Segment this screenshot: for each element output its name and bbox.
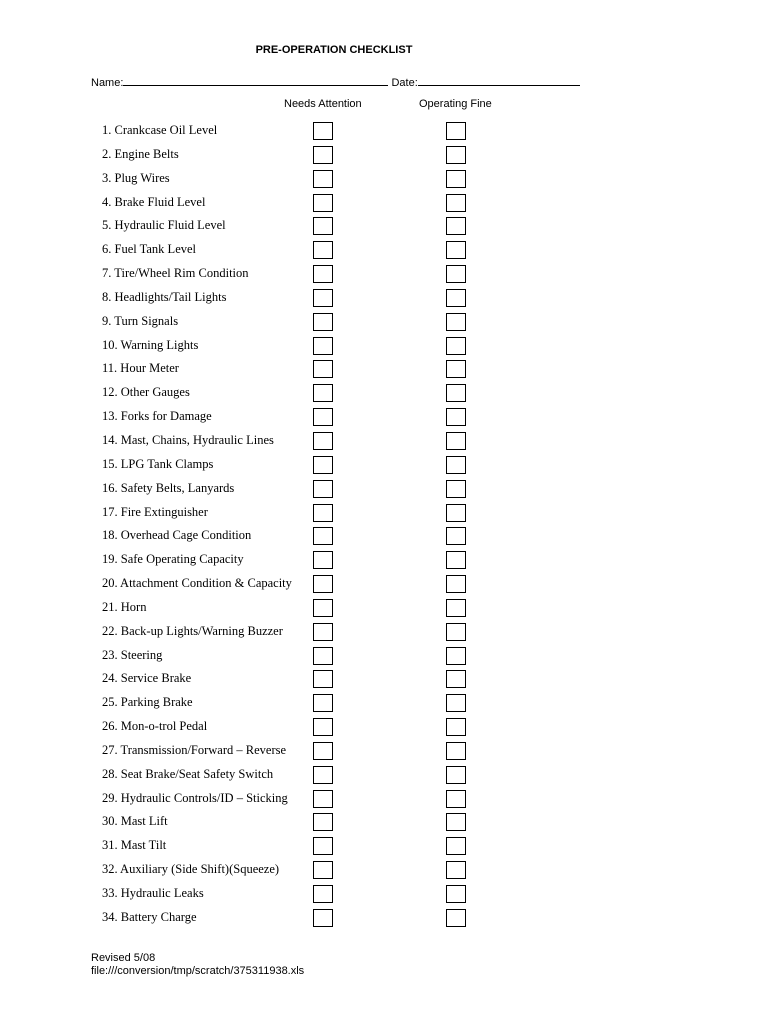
needs-attention-checkbox[interactable] bbox=[313, 813, 333, 831]
checklist-item-label: 18. Overhead Cage Condition bbox=[102, 528, 252, 543]
checklist-row bbox=[0, 692, 768, 716]
operating-fine-checkbox[interactable] bbox=[446, 504, 466, 522]
checklist-row bbox=[0, 144, 768, 168]
operating-fine-checkbox[interactable] bbox=[446, 408, 466, 426]
checklist-row bbox=[0, 382, 768, 406]
checklist-item-label: 34. Battery Charge bbox=[102, 909, 197, 924]
needs-attention-checkbox[interactable] bbox=[313, 623, 333, 641]
needs-attention-checkbox[interactable] bbox=[313, 337, 333, 355]
needs-attention-checkbox[interactable] bbox=[313, 527, 333, 545]
checklist-item-label: 22. Back-up Lights/Warning Buzzer bbox=[102, 623, 283, 638]
checklist-row bbox=[0, 525, 768, 549]
operating-fine-checkbox[interactable] bbox=[446, 170, 466, 188]
needs-attention-checkbox[interactable] bbox=[313, 408, 333, 426]
needs-attention-checkbox[interactable] bbox=[313, 122, 333, 140]
checklist-item-label: 30. Mast Lift bbox=[102, 814, 168, 829]
checklist-row bbox=[0, 549, 768, 573]
date-label: Date: bbox=[391, 77, 418, 89]
operating-fine-checkbox[interactable] bbox=[446, 861, 466, 879]
checklist-item-label: 31. Mast Tilt bbox=[102, 838, 167, 853]
checklist-row bbox=[0, 597, 768, 621]
checklist-row bbox=[0, 502, 768, 526]
needs-attention-checkbox[interactable] bbox=[313, 194, 333, 212]
checklist-item-label: 15. LPG Tank Clamps bbox=[102, 456, 214, 471]
checklist-item-label: 21. Horn bbox=[102, 599, 147, 614]
checklist-row bbox=[0, 645, 768, 669]
needs-attention-checkbox[interactable] bbox=[313, 241, 333, 259]
checklist-item-label: 28. Seat Brake/Seat Safety Switch bbox=[102, 766, 274, 781]
checklist-row bbox=[0, 716, 768, 740]
operating-fine-checkbox[interactable] bbox=[446, 718, 466, 736]
checklist-row bbox=[0, 358, 768, 382]
operating-fine-checkbox[interactable] bbox=[446, 241, 466, 259]
checklist-row bbox=[0, 192, 768, 216]
operating-fine-checkbox[interactable] bbox=[446, 432, 466, 450]
operating-fine-checkbox[interactable] bbox=[446, 265, 466, 283]
operating-fine-checkbox[interactable] bbox=[446, 623, 466, 641]
needs-attention-checkbox[interactable] bbox=[313, 742, 333, 760]
needs-attention-checkbox[interactable] bbox=[313, 432, 333, 450]
operating-fine-checkbox[interactable] bbox=[446, 122, 466, 140]
checklist-row bbox=[0, 430, 768, 454]
needs-attention-checkbox[interactable] bbox=[313, 217, 333, 235]
needs-attention-checkbox[interactable] bbox=[313, 265, 333, 283]
checklist-item-label: 17. Fire Extinguisher bbox=[102, 504, 208, 519]
operating-fine-checkbox[interactable] bbox=[446, 837, 466, 855]
checklist-row bbox=[0, 406, 768, 430]
needs-attention-checkbox[interactable] bbox=[313, 384, 333, 402]
date-field[interactable] bbox=[418, 75, 580, 86]
checklist-row bbox=[0, 883, 768, 907]
checklist-item-label: 25. Parking Brake bbox=[102, 695, 193, 710]
operating-fine-checkbox[interactable] bbox=[446, 670, 466, 688]
checklist bbox=[0, 120, 768, 931]
checklist-item-label: 1. Crankcase Oil Level bbox=[102, 123, 218, 137]
checklist-item-label: 7. Tire/Wheel Rim Condition bbox=[102, 266, 249, 281]
checklist-row bbox=[0, 764, 768, 788]
checklist-row bbox=[0, 835, 768, 859]
footer-file-path: file:///conversion/tmp/scratch/375311938.xls bbox=[91, 965, 305, 977]
operating-fine-checkbox[interactable] bbox=[446, 146, 466, 164]
operating-fine-checkbox[interactable] bbox=[446, 480, 466, 498]
checklist-item-label: 9. Turn Signals bbox=[102, 313, 179, 328]
checklist-item-label: 11. Hour Meter bbox=[102, 361, 179, 376]
name-date-row bbox=[91, 75, 580, 89]
operating-fine-checkbox[interactable] bbox=[446, 599, 466, 617]
needs-attention-header: Needs Attention bbox=[284, 98, 362, 110]
checklist-row bbox=[0, 668, 768, 692]
needs-attention-checkbox[interactable] bbox=[313, 551, 333, 569]
footer-revised: Revised 5/08 bbox=[91, 952, 156, 964]
checklist-item-label: 29. Hydraulic Controls/ID – Sticking bbox=[102, 790, 288, 805]
checklist-row bbox=[0, 621, 768, 645]
operating-fine-checkbox[interactable] bbox=[446, 694, 466, 712]
checklist-item-label: 12. Other Gauges bbox=[102, 385, 190, 400]
needs-attention-checkbox[interactable] bbox=[313, 647, 333, 665]
operating-fine-header: Operating Fine bbox=[419, 98, 492, 110]
checklist-item-label: 24. Service Brake bbox=[102, 671, 192, 686]
operating-fine-checkbox[interactable] bbox=[446, 813, 466, 831]
checklist-item-label: 3. Plug Wires bbox=[102, 170, 170, 185]
checklist-item-label: 4. Brake Fluid Level bbox=[102, 194, 206, 209]
needs-attention-checkbox[interactable] bbox=[313, 718, 333, 736]
checklist-row bbox=[0, 454, 768, 478]
needs-attention-checkbox[interactable] bbox=[313, 456, 333, 474]
operating-fine-checkbox[interactable] bbox=[446, 313, 466, 331]
checklist-row bbox=[0, 740, 768, 764]
operating-fine-checkbox[interactable] bbox=[446, 766, 466, 784]
needs-attention-checkbox[interactable] bbox=[313, 861, 333, 879]
checklist-row bbox=[0, 287, 768, 311]
operating-fine-checkbox[interactable] bbox=[446, 527, 466, 545]
needs-attention-checkbox[interactable] bbox=[313, 146, 333, 164]
checklist-row bbox=[0, 168, 768, 192]
operating-fine-checkbox[interactable] bbox=[446, 456, 466, 474]
checklist-row bbox=[0, 311, 768, 335]
page-title: PRE-OPERATION CHECKLIST bbox=[255, 44, 413, 56]
checklist-item-label: 19. Safe Operating Capacity bbox=[102, 552, 244, 567]
needs-attention-checkbox[interactable] bbox=[313, 694, 333, 712]
needs-attention-checkbox[interactable] bbox=[313, 599, 333, 617]
operating-fine-checkbox[interactable] bbox=[446, 384, 466, 402]
needs-attention-checkbox[interactable] bbox=[313, 289, 333, 307]
checklist-item-label: 23. Steering bbox=[102, 647, 163, 662]
operating-fine-checkbox[interactable] bbox=[446, 551, 466, 569]
checklist-item-label: 2. Engine Belts bbox=[102, 146, 179, 161]
checklist-row bbox=[0, 573, 768, 597]
checklist-row bbox=[0, 239, 768, 263]
needs-attention-checkbox[interactable] bbox=[313, 313, 333, 331]
needs-attention-checkbox[interactable] bbox=[313, 670, 333, 688]
checklist-row bbox=[0, 120, 768, 144]
operating-fine-checkbox[interactable] bbox=[446, 742, 466, 760]
checklist-row bbox=[0, 907, 768, 931]
checklist-item-label: 13. Forks for Damage bbox=[102, 409, 212, 424]
needs-attention-checkbox[interactable] bbox=[313, 575, 333, 593]
checklist-row bbox=[0, 215, 768, 239]
checklist-item-label: 27. Transmission/Forward – Reverse bbox=[102, 742, 287, 757]
checklist-item-label: 10. Warning Lights bbox=[102, 337, 199, 352]
checklist-row bbox=[0, 263, 768, 287]
name-label: Name: bbox=[91, 77, 124, 89]
operating-fine-checkbox[interactable] bbox=[446, 909, 466, 927]
needs-attention-checkbox[interactable] bbox=[313, 480, 333, 498]
name-field[interactable] bbox=[123, 75, 388, 86]
needs-attention-checkbox[interactable] bbox=[313, 766, 333, 784]
checklist-item-label: 6. Fuel Tank Level bbox=[102, 242, 197, 257]
needs-attention-checkbox[interactable] bbox=[313, 909, 333, 927]
operating-fine-checkbox[interactable] bbox=[446, 337, 466, 355]
needs-attention-checkbox[interactable] bbox=[313, 170, 333, 188]
checklist-item-label: 33. Hydraulic Leaks bbox=[102, 886, 204, 900]
operating-fine-checkbox[interactable] bbox=[446, 194, 466, 212]
checklist-item-label: 32. Auxiliary (Side Shift)(Squeeze) bbox=[102, 862, 280, 877]
needs-attention-checkbox[interactable] bbox=[313, 360, 333, 378]
needs-attention-checkbox[interactable] bbox=[313, 885, 333, 903]
operating-fine-checkbox[interactable] bbox=[446, 360, 466, 378]
needs-attention-checkbox[interactable] bbox=[313, 790, 333, 808]
operating-fine-checkbox[interactable] bbox=[446, 575, 466, 593]
checklist-item-label: 8. Headlights/Tail Lights bbox=[102, 289, 227, 304]
checklist-row bbox=[0, 478, 768, 502]
operating-fine-checkbox[interactable] bbox=[446, 790, 466, 808]
checklist-row bbox=[0, 859, 768, 883]
checklist-row bbox=[0, 788, 768, 812]
needs-attention-checkbox[interactable] bbox=[313, 837, 333, 855]
checklist-item-label: 14. Mast, Chains, Hydraulic Lines bbox=[102, 432, 274, 447]
checklist-row bbox=[0, 335, 768, 359]
operating-fine-checkbox[interactable] bbox=[446, 289, 466, 307]
checklist-item-label: 16. Safety Belts, Lanyards bbox=[102, 480, 235, 495]
checklist-row bbox=[0, 811, 768, 835]
checklist-item-label: 5. Hydraulic Fluid Level bbox=[102, 218, 226, 233]
operating-fine-checkbox[interactable] bbox=[446, 217, 466, 235]
operating-fine-checkbox[interactable] bbox=[446, 885, 466, 903]
checklist-item-label: 26. Mon-o-trol Pedal bbox=[102, 719, 208, 734]
needs-attention-checkbox[interactable] bbox=[313, 504, 333, 522]
operating-fine-checkbox[interactable] bbox=[446, 647, 466, 665]
checklist-item-label: 20. Attachment Condition & Capacity bbox=[102, 576, 292, 591]
